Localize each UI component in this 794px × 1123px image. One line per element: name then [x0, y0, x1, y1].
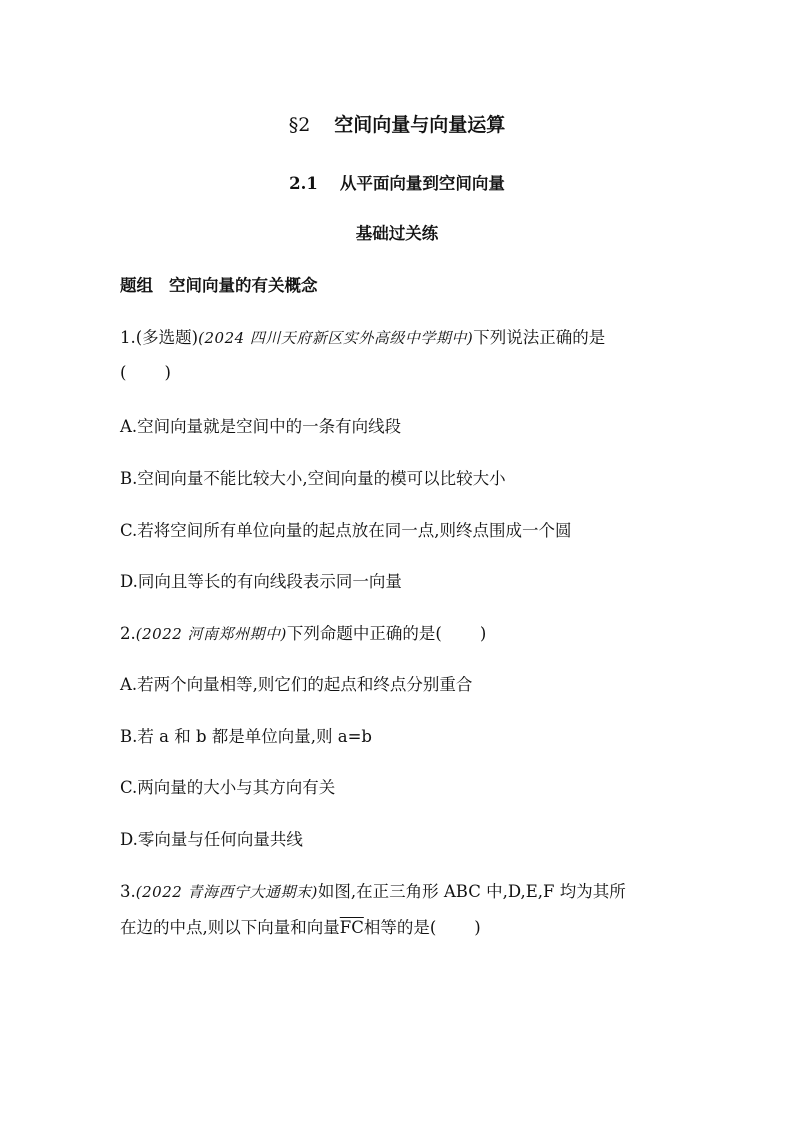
subsection-title [0, 170, 794, 194]
question-number: 1. [120, 328, 136, 347]
subsection-number: 2.1 [289, 174, 318, 193]
question-2-stem: 2.(2022 河南郑州期中)下列命题中正确的是( ) [120, 624, 487, 643]
question-text: 下列说法正确的是 [473, 328, 606, 347]
question-3-stem [120, 878, 626, 902]
question-source: (2022 河南郑州期中) [135, 625, 287, 643]
option-d: D.零向量与任何向量共线 [120, 830, 303, 849]
section-title [0, 110, 794, 137]
group-title: 空间向量的有关概念 [169, 276, 318, 295]
question-source: (2024 四川天府新区实外高级中学期中) [198, 329, 474, 347]
option-b: B.若 a 和 b 都是单位向量,则 a=b [120, 727, 372, 746]
question-3-stem-line2: 在边的中点,则以下向量和向量$\overline{FC}$相等的是( ) [120, 918, 481, 937]
option-a: A.空间向量就是空间中的一条有向线段 [120, 417, 402, 436]
section-title-text: 空间向量与向量运算 [334, 114, 506, 136]
question-text-cont: 在边的中点,则以下向量和向量 [120, 918, 340, 937]
option-d: D.同向且等长的有向线段表示同一向量 [120, 572, 402, 591]
question-source: (2022 青海西宁大通期末) [135, 883, 318, 901]
question-1-stem [120, 324, 605, 348]
option-b: B.空间向量不能比较大小,空间向量的模可以比较大小 [120, 469, 506, 488]
question-text: 下列命题中正确的是( [286, 624, 442, 643]
option-c: C.若将空间所有单位向量的起点放在同一点,则终点围成一个圆 [120, 521, 572, 540]
question-text: 如图,在正三角形 ABC 中,D,E,F 均为其所 [317, 882, 626, 901]
subsection-title-text: 从平面向量到空间向量 [339, 174, 505, 193]
option-c: C.两向量的大小与其方向有关 [120, 778, 336, 797]
question-number: 2. [120, 624, 136, 643]
section-number: §2 [288, 114, 311, 136]
answer-blank: ( ) [120, 363, 171, 382]
group-heading [120, 272, 318, 296]
question-text-tail: 相等的是( [363, 918, 437, 937]
question-number: 3. [120, 882, 136, 901]
vector-symbol: $\overline{FC}$ [339, 918, 364, 937]
question-tag: (多选题) [135, 328, 199, 347]
option-a: A.若两个向量相等,则它们的起点和终点分别重合 [120, 675, 473, 694]
group-label: 题组 [120, 276, 153, 295]
level-title: 基础过关练 [355, 224, 439, 243]
